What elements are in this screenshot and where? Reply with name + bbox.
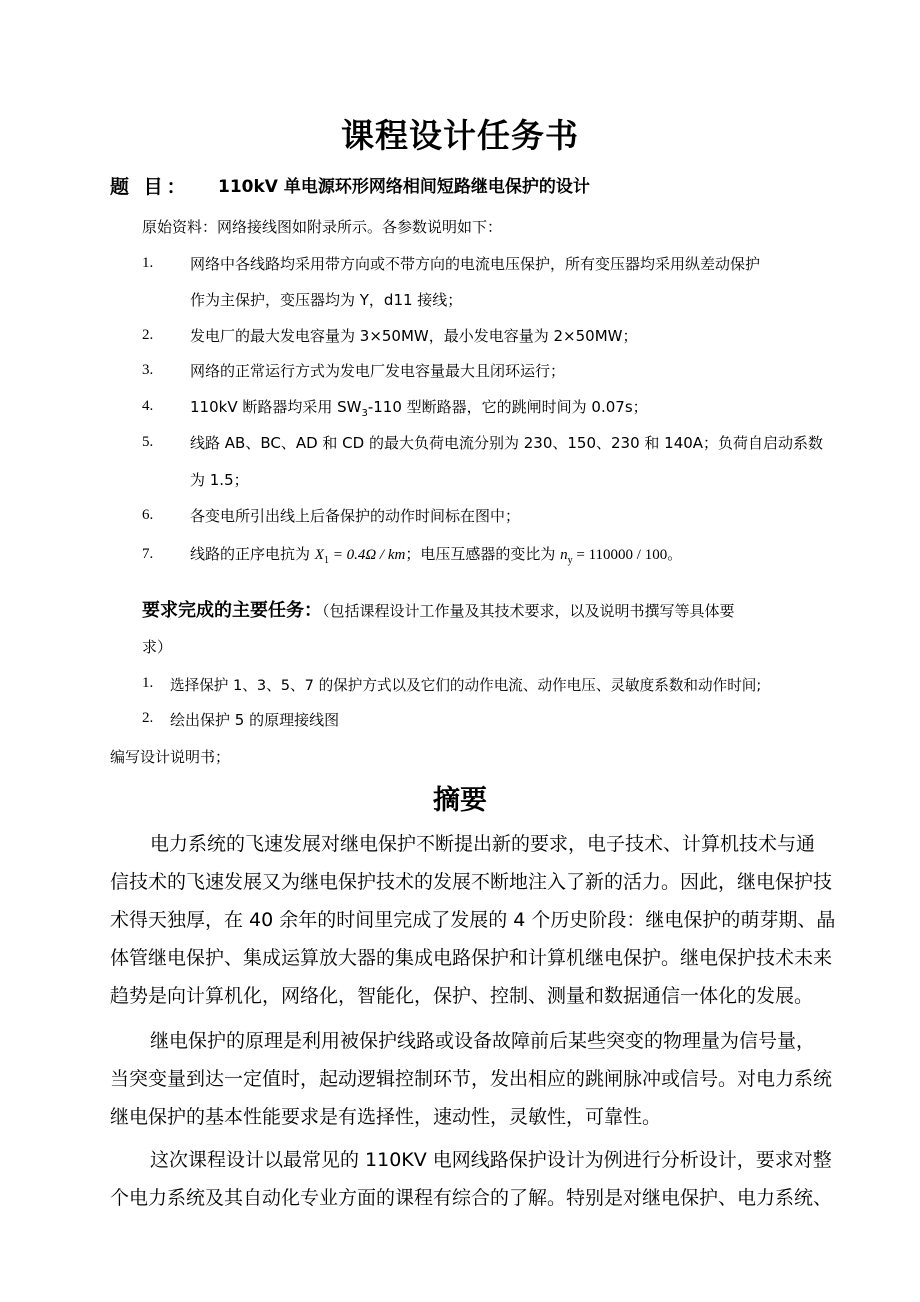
abstract-line: 继电保护的原理是利用被保护线路或设备故障前后某些突变的物理量为信号量， <box>150 1030 816 1052</box>
item-number: 5. <box>142 434 154 450</box>
topic-label: 题 目： <box>110 176 190 198</box>
abstract-line: 体管继电保护、集成运算放大器的集成电路保护和计算机继电保护。继电保护技术未来 <box>110 947 833 969</box>
item-number: 1. <box>142 255 154 271</box>
task-number: 1. <box>142 675 154 691</box>
abstract-line: 当突变量到达一定值时，起动逻辑控制环节，发出相应的跳闸脉冲或信号。对电力系统 <box>110 1068 833 1090</box>
item-text-part: 110kV 断路器均采用 SW <box>190 398 362 416</box>
item-number: 3. <box>142 362 154 378</box>
subscript: 3 <box>361 408 368 419</box>
abstract-line: 电力系统的飞速发展对继电保护不断提出新的要求，电子技术、计算机技术与通 <box>150 833 816 855</box>
item-number: 4. <box>142 398 154 414</box>
formula-symbol: n <box>560 547 568 563</box>
page-title: 课程设计任务书 <box>341 116 579 155</box>
item-text: 网络的正常运行方式为发电厂发电容量最大且闭环运行； <box>190 362 566 380</box>
item-text <box>190 396 648 419</box>
abstract-line: 趋势是向计算机化，网络化，智能化，保护、控制、测量和数据通信一体化的发展。 <box>110 985 814 1007</box>
topic-text: 110kV 单电源环形网络相间短路继电保护的设计 <box>218 177 590 197</box>
requirements-heading-row <box>142 596 735 622</box>
item-text: 发电厂的最大发电容量为 3×50MW，最小发电容量为 2×50MW； <box>190 327 638 345</box>
item-text: 线路 AB、BC、AD 和 CD 的最大负荷电流分别为 230、150、230 和 140A；负荷自启动系数 <box>190 434 824 452</box>
abstract-line: 信技术的飞速发展又为继电保护技术的发展不断地注入了新的活力。因此，继电保护技 <box>110 871 833 893</box>
requirements-heading: 要求完成的主要任务： <box>142 600 322 621</box>
formula-expression: = 110000 / 100 <box>572 547 668 563</box>
item-text: 作为主保护，变压器均为 Y，d11 接线； <box>190 291 463 309</box>
abstract-line: 术得天独厚，在 40 余年的时间里完成了发展的 4 个历史阶段：继电保护的萌芽期、晶 <box>110 909 836 931</box>
extra-task: 编写设计说明书； <box>110 748 231 766</box>
abstract-line: 继电保护的基本性能要求是有选择性，速动性，灵敏性，可靠性。 <box>110 1106 662 1128</box>
abstract-title: 摘要 <box>433 785 487 816</box>
task-text: 绘出保护 5 的原理接线图 <box>170 711 340 729</box>
abstract-line: 这次课程设计以最常见的 110KV 电网线路保护设计为例进行分析设计，要求对整 <box>150 1149 832 1171</box>
item-number: 2. <box>142 327 154 343</box>
requirements-note: （包括课程设计工作量及其技术要求，以及说明书撰写等具体要 <box>322 602 735 620</box>
abstract-line: 个电力系统及其自动化专业方面的课程有综合的了解。特别是对继电保护、电力系统、 <box>110 1187 833 1209</box>
item-text-part: 。 <box>667 545 683 563</box>
item-number: 7. <box>142 546 154 562</box>
intro-text: 原始资料：网络接线图如附录所示。各参数说明如下： <box>142 218 503 236</box>
item-text <box>190 543 682 566</box>
item-text-part: -110 型断路器，它的跳闸时间为 0.07s； <box>367 398 648 416</box>
task-number: 2. <box>142 710 154 726</box>
formula-expression: = 0.4Ω / km <box>328 547 406 563</box>
formula-symbol: X <box>314 547 324 563</box>
item-number: 6. <box>142 507 154 523</box>
item-text-part: ；电压互感器的变比为 <box>405 545 561 563</box>
subscript: y <box>567 555 573 566</box>
item-text: 网络中各线路均采用带方向或不带方向的电流电压保护，所有变压器均采用纵差动保护 <box>190 255 761 273</box>
item-text: 为 1.5； <box>190 471 249 489</box>
task-text: 选择保护 1、3、5、7 的保护方式以及它们的动作电流、动作电压、灵敏度系数和动作时间; <box>170 677 762 694</box>
subscript: 1 <box>323 555 329 566</box>
item-text: 各变电所引出线上后备保护的动作时间标在图中； <box>190 507 521 525</box>
requirements-note-continued: 求） <box>142 638 173 656</box>
item-text-part: 线路的正序电抗为 <box>190 545 315 563</box>
